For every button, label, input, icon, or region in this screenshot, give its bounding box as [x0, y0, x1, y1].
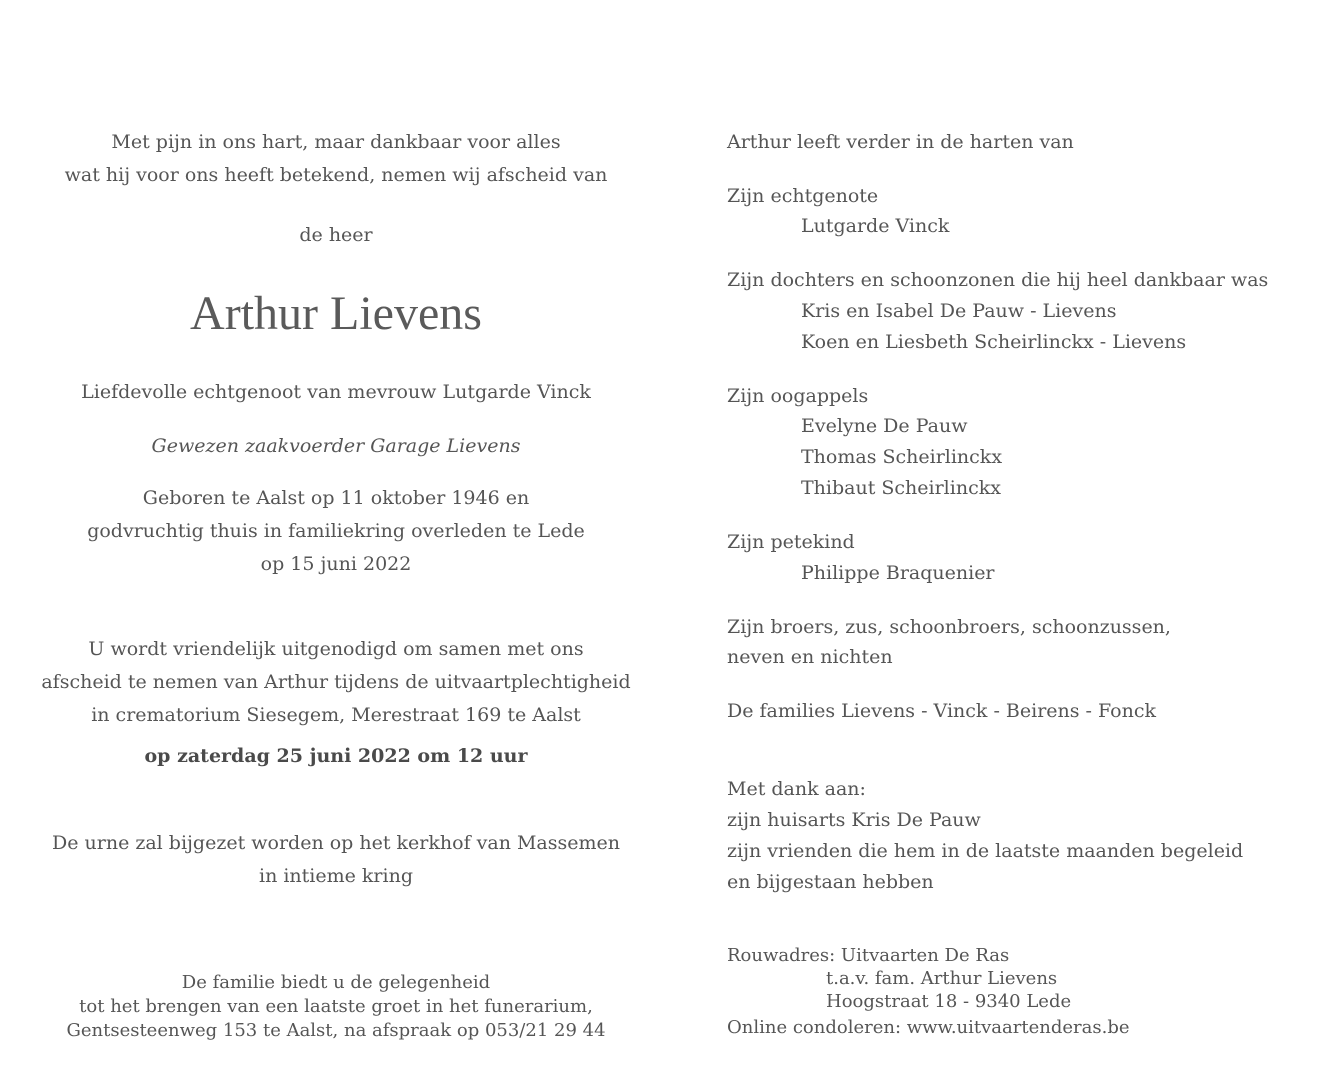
family-heading: Arthur leeft verder in de harten van	[727, 131, 1074, 153]
daughter-item: Koen en Liesbeth Scheirlinckx - Lievens	[801, 331, 1187, 353]
title-prefix: de heer	[299, 224, 373, 246]
grandchildren-label: Zijn oogappels	[727, 385, 869, 407]
intro-line-2: wat hij voor ons heeft betekend, nemen wij afscheid van	[64, 164, 608, 186]
address-label: Rouwadres: Uitvaarten De Ras	[727, 945, 1010, 966]
visit-line-1: De familie biedt u de gelegenheid	[181, 972, 491, 993]
godchild-name: Philippe Braquenier	[801, 562, 995, 584]
visit-line-2: tot het brengen van een laatste groet in het funerarium,	[79, 996, 593, 1017]
urn-line-2: in intieme kring	[259, 865, 413, 887]
ceremony-date: op zaterdag 25 juni 2022 om 12 uur	[144, 745, 528, 767]
daughters-label: Zijn dochters en schoonzonen die hij heel dankbaar was	[727, 269, 1269, 291]
grandchild-item: Thibaut Scheirlinckx	[801, 477, 1001, 499]
deceased-name: Arthur Lievens	[190, 287, 482, 340]
families-line: De families Lievens - Vinck - Beirens - Fonck	[727, 700, 1156, 722]
address-street: Hoogstraat 18 - 9340 Lede	[826, 991, 1072, 1012]
siblings-line-1: Zijn broers, zus, schoonbroers, schoonzussen,	[727, 616, 1171, 638]
siblings-line-2: neven en nichten	[727, 646, 893, 668]
spouse-label: Zijn echtgenote	[727, 185, 879, 207]
invite-line-2: afscheid te nemen van Arthur tijdens de uitvaartplechtigheid	[41, 671, 631, 693]
thanks-line: zijn huisarts Kris De Pauw	[727, 809, 981, 831]
spouse-line: Liefdevolle echtgenoot van mevrouw Lutgarde Vinck	[81, 381, 591, 403]
urn-line-1: De urne zal bijgezet worden op het kerkhof van Massemen	[51, 832, 621, 854]
occupation: Gewezen zaakvoerder Garage Lievens	[151, 435, 521, 457]
daughter-item: Kris en Isabel De Pauw - Lievens	[801, 300, 1117, 322]
invite-line-1: U wordt vriendelijk uitgenodigd om samen met ons	[88, 638, 584, 660]
online-condolence: Online condoleren: www.uitvaartenderas.be	[727, 1017, 1130, 1038]
visit-line-3: Gentsesteenweg 153 te Aalst, na afspraak op 053/21 29 44	[66, 1020, 606, 1041]
grandchild-item: Evelyne De Pauw	[801, 415, 968, 437]
birth-line-1: Geboren te Aalst op 11 oktober 1946 en	[142, 487, 530, 509]
intro-line-1: Met pijn in ons hart, maar dankbaar voor alles	[111, 131, 561, 153]
spouse-name: Lutgarde Vinck	[801, 215, 950, 237]
thanks-heading: Met dank aan:	[727, 778, 866, 800]
invite-line-3: in crematorium Siesegem, Merestraat 169 te Aalst	[91, 704, 581, 726]
godchild-label: Zijn petekind	[727, 531, 855, 553]
address-attention: t.a.v. fam. Arthur Lievens	[826, 968, 1058, 989]
thanks-line: zijn vrienden die hem in de laatste maanden begeleid	[727, 840, 1244, 862]
thanks-line: en bijgestaan hebben	[727, 871, 934, 893]
grandchild-item: Thomas Scheirlinckx	[801, 446, 1003, 468]
birth-line-3: op 15 juni 2022	[260, 553, 412, 575]
birth-line-2: godvruchtig thuis in familiekring overleden te Lede	[87, 520, 585, 542]
